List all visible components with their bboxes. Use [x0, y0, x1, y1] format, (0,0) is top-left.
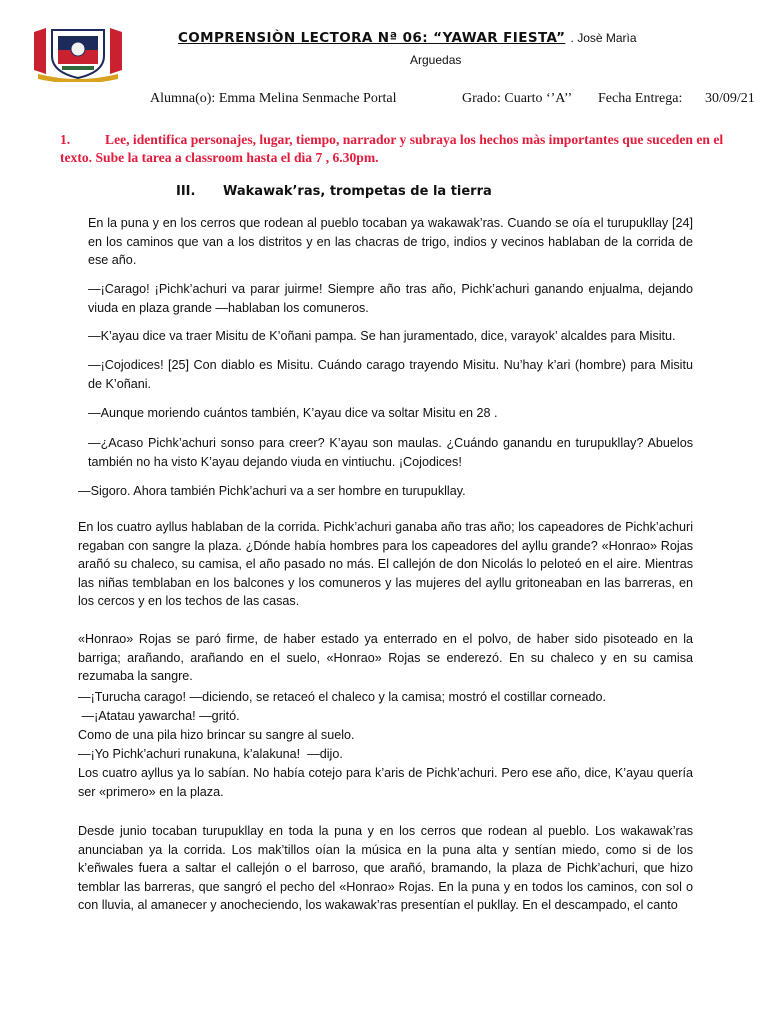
paragraph-12: Como de una pila hizo brincar su sangre al suelo.	[78, 728, 355, 742]
paragraph-14: Los cuatro ayllus ya lo sabían. No había cotejo para k’aris de Pichk’achuri. Pero ese año, dice, K’ayau quería ser «primero» en la plaza.	[78, 766, 693, 799]
paragraph-15: Desde junio tocaban turupukllay en toda la puna y en los cerros que rodean al pueblo. Los wakawak’ras anunciaban ya la corrida. Los mak’tillos oían la música en la puna alta y sentían miedo, como si de los k’eñwales fuera a saltar el callejón o el barroso, que arañó, bramando, la plaza de Pichk’achuri, que hizo temblar las barreras, que sangró el pecho del «Honrao» Rojas. En la puna y en todos los caminos, con sol o con lluvia, al amanecer y anocheciendo, los wakawak’ras presentían el pukllay. En el descampado, el canto	[78, 824, 693, 912]
school-logo	[30, 26, 126, 82]
paragraph-9: «Honrao» Rojas se paró firme, de haber estado ya enterrado en el polvo, de haber sido pisoteado en la barriga; arañando, arañando en el suelo, «Honrao» Rojas se enderezó. En su chaleco y en su camisa rezumaba la sangre.	[78, 632, 693, 683]
school-crest-icon	[30, 26, 126, 82]
paragraph-3: —K’ayau dice va traer Misitu de K’oñani pampa. Se han juramentado, dice, varayok’ alcaldes para Misitu.	[88, 329, 676, 343]
section-title: Wakawak’ras, trompetas de la tierra	[223, 184, 492, 199]
paragraph-13: —¡Yo Pichk’achuri runakuna, k’alakuna! —dijo.	[78, 747, 343, 761]
paragraph-7: —Sigoro. Ahora también Pichk’achuri va a ser hombre en turupukllay.	[78, 484, 466, 498]
instruction-block	[60, 131, 750, 167]
paragraph-6: —¿Acaso Pichk’achuri sonso para creer? K’ayau son maulas. ¿Cuándo ganandu en turupukllay? Abuelos también no ha visto K’ayau dejando viuda en vintiuchu. ¡Cojodices!	[88, 436, 693, 469]
paragraph-5: —Aunque moriendo cuántos también, K’ayau dice va soltar Misitu en 28 .	[88, 406, 498, 420]
section-heading	[176, 184, 492, 199]
instruction-text: Lee, identifica personajes, lugar, tiempo, narrador y subraya los hechos màs importantes que suceden en el texto. Sube la tarea a classroom hasta el dìa 7 , 6.30pm.	[60, 132, 724, 165]
paragraph-1: En la puna y en los cerros que rodean al pueblo tocaban ya wakawak’ras. Cuando se oía el turupukllay [24] en los caminos que van a los distritos y en las chacras de trigo, indios y vecinos hablaban de la corrida de ese año.	[88, 216, 693, 267]
document-title	[178, 30, 637, 46]
paragraph-8: En los cuatro ayllus hablaban de la corrida. Pichk’achuri ganaba año tras año; los capeadores de Pichk’achuri regaban con sangre la plaza. ¿Dónde había hombres para los capeadores del ayllu grande? «Honrao» Rojas arañó su chaleco, su camisa, el año pasado no más. El callejón de don Nicolás lo peloteó en el aire. Mientras las niñas temblaban en los balcones y los comuneros y las mujeres del ayllu gritoneaban en las barreras, en los cercos y en los techos de las casas.	[78, 520, 693, 608]
instruction-number: 1.	[60, 132, 71, 147]
title-text: COMPRENSIÒN LECTORA Nª 06: “YAWAR FIESTA”	[178, 30, 566, 46]
paragraph-2: —¡Carago! ¡Pichk’achuri va parar juirme! Siempre año tras año, Pichk’achuri ganando enjualma, dejando viuda en plaza grande —hablaban los comuneros.	[88, 282, 693, 315]
section-numeral: III.	[176, 184, 196, 199]
author-first-line: . Josè Marìa	[570, 31, 637, 45]
due-date-value: 30/09/21	[705, 91, 755, 106]
due-date-label: Fecha Entrega:	[598, 91, 683, 106]
paragraph-10: —¡Turucha carago! —diciendo, se retaceó el chaleco y la camisa; mostró el costillar corneado.	[78, 690, 607, 704]
student-name: Alumna(o): Emma Melina Senmache Portal	[150, 91, 397, 106]
author-second-line: Arguedas	[410, 53, 462, 67]
paragraph-4: —¡Cojodices! [25] Con diablo es Misitu. Cuándo carago trayendo Misitu. Nu’hay k’ari (hombre) para Misitu de K’oñani.	[88, 358, 693, 391]
paragraph-11: —¡Atatau yawarcha! —gritó.	[78, 709, 240, 723]
student-grade: Grado: Cuarto ‘’A’’	[462, 91, 573, 106]
